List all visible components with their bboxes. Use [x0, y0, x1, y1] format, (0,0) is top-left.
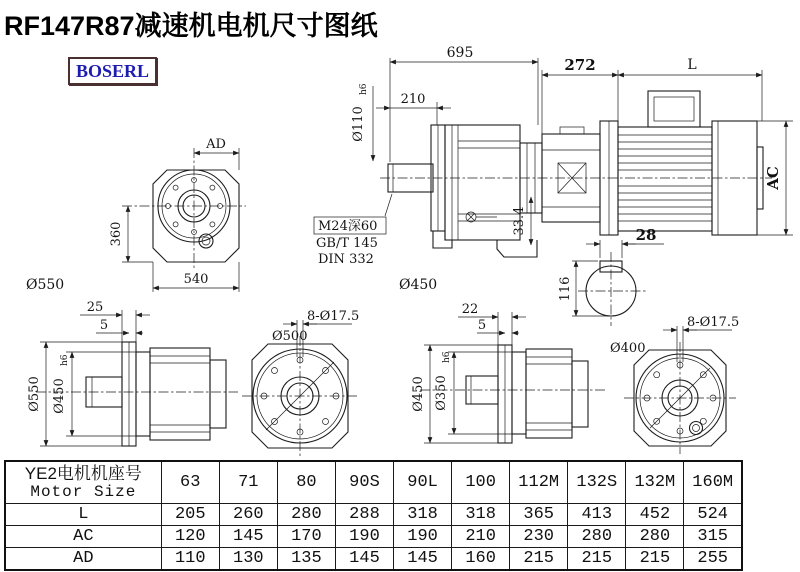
- motor-side-view: [520, 56, 793, 235]
- cell-l-100: 318: [452, 504, 510, 526]
- flange-front-view-d500: [242, 309, 359, 456]
- shaft-dia-tolerance: h6: [359, 83, 369, 95]
- cell-l-71: 260: [219, 504, 277, 526]
- col-132s: 132S: [568, 461, 626, 504]
- gearbox-front-view: [26, 137, 246, 293]
- flange-front-view-d400: [610, 315, 739, 454]
- cell-ac-160m: 315: [684, 526, 742, 548]
- col-112m: 112M: [510, 461, 568, 504]
- row-label-ac: AC: [5, 526, 161, 548]
- brand-logo: BOSERL: [68, 57, 157, 85]
- cell-ac-90s: 190: [335, 526, 393, 548]
- cell-l-90s: 288: [335, 504, 393, 526]
- dim-d450-left-tolerance: h6: [60, 354, 70, 366]
- flange-unit-left-side-view: [27, 300, 238, 446]
- dim-l-label: L: [687, 57, 697, 73]
- row-label-ad: AD: [5, 548, 161, 570]
- dim-d450-right-label: Ø450: [411, 376, 426, 412]
- col-90s: 90S: [335, 461, 393, 504]
- table-row-l: [5, 504, 742, 526]
- dim-d550-left-label: Ø550: [27, 376, 42, 412]
- flange-d450-label: Ø450: [399, 277, 438, 293]
- dim-5-left-label: 5: [99, 318, 109, 333]
- col-63: 63: [161, 461, 219, 504]
- shaft-dia-label: Ø110: [351, 106, 366, 142]
- row-label-l: L: [5, 504, 161, 526]
- dim-ad-label: AD: [206, 137, 226, 152]
- table-row-ad: [5, 548, 742, 570]
- cell-l-160m: 524: [684, 504, 742, 526]
- dim-5-right-label: 5: [477, 318, 487, 333]
- cell-l-132s: 413: [568, 504, 626, 526]
- cell-ac-132s: 280: [568, 526, 626, 548]
- dim-ac-label: AC: [764, 166, 782, 190]
- motor-body: [618, 127, 712, 231]
- col-160m: 160M: [684, 461, 742, 504]
- terminal-box: [648, 91, 700, 127]
- cell-ac-100: 210: [452, 526, 510, 548]
- col-90l: 90L: [394, 461, 452, 504]
- cell-l-132m: 452: [626, 504, 684, 526]
- table-row-ac: [5, 526, 742, 548]
- dim-d350-label: Ø350: [434, 375, 449, 411]
- cell-ac-90l: 190: [394, 526, 452, 548]
- table-header-cn: YE2电机机座号: [24, 463, 142, 483]
- dim-d350-tolerance: h6: [442, 351, 452, 363]
- dim-d500-label: Ø500: [272, 329, 308, 344]
- cell-ad-71: 130: [219, 548, 277, 570]
- cell-ad-132m: 215: [626, 548, 684, 570]
- standard-gbt-label: GB/T 145: [316, 236, 378, 251]
- cell-ad-90l: 145: [394, 548, 452, 570]
- dim-28-label: 28: [635, 226, 657, 244]
- cell-ac-63: 120: [161, 526, 219, 548]
- dim-272-label: 272: [564, 56, 596, 74]
- dim-d400-label: Ø400: [610, 341, 646, 356]
- cell-ac-80: 170: [277, 526, 335, 548]
- flange-unit-right-side-view: [411, 302, 606, 443]
- shaft-cross-section: [558, 226, 664, 326]
- gearbox-side-view: [314, 45, 772, 293]
- cell-l-63: 205: [161, 504, 219, 526]
- flange-od-label: Ø550: [26, 277, 65, 293]
- cell-l-112m: 365: [510, 504, 568, 526]
- cell-ad-63: 110: [161, 548, 219, 570]
- holes-left-label: 8-Ø17.5: [307, 309, 360, 324]
- cell-ad-100: 160: [452, 548, 510, 570]
- motor-dimension-table: [4, 460, 743, 571]
- cell-ad-80: 135: [277, 548, 335, 570]
- standard-din-label: DIN 332: [318, 252, 374, 267]
- dim-540-label: 540: [183, 272, 209, 287]
- col-100: 100: [452, 461, 510, 504]
- dim-33-4-label: 33.4: [512, 206, 527, 236]
- cell-ac-71: 145: [219, 526, 277, 548]
- dim-360-label: 360: [109, 221, 124, 247]
- table-header-motor-size: [5, 461, 161, 504]
- foot-bracket: [433, 231, 452, 248]
- page-title: RF147R87减速机电机尺寸图纸: [4, 11, 378, 41]
- dim-d450-left-label: Ø450: [52, 378, 67, 414]
- drain-screw: [466, 212, 497, 222]
- dim-22-label: 22: [461, 302, 479, 317]
- cell-l-80: 280: [277, 504, 335, 526]
- cell-ad-132s: 215: [568, 548, 626, 570]
- cell-ad-160m: 255: [684, 548, 742, 570]
- cell-ad-112m: 215: [510, 548, 568, 570]
- table-header-en: Motor Size: [30, 482, 137, 501]
- col-80: 80: [277, 461, 335, 504]
- gear-housing: [445, 125, 520, 240]
- oil-plug-right: [690, 422, 703, 435]
- cell-ad-90s: 145: [335, 548, 393, 570]
- cell-ac-112m: 230: [510, 526, 568, 548]
- col-132m: 132M: [626, 461, 684, 504]
- thread-spec-label: M24深60: [318, 219, 378, 234]
- dim-116-label: 116: [558, 276, 573, 302]
- holes-right-label: 8-Ø17.5: [687, 315, 740, 330]
- dim-210-label: 210: [400, 92, 426, 107]
- cell-l-90l: 318: [394, 504, 452, 526]
- dim-695-label: 695: [446, 45, 474, 61]
- cell-ac-132m: 280: [626, 526, 684, 548]
- dim-25-label: 25: [86, 300, 104, 315]
- col-71: 71: [219, 461, 277, 504]
